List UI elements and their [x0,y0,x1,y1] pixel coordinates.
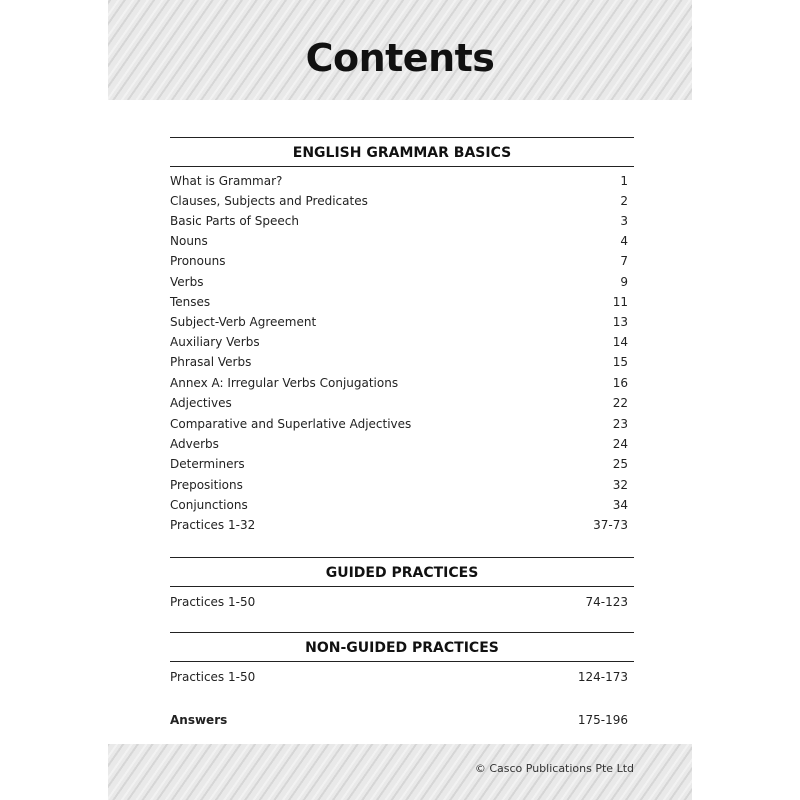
toc-entry-label: Subject-Verb Agreement [170,315,317,329]
toc-entry-label: Nouns [170,234,208,248]
toc-entry-label: Auxiliary Verbs [170,335,260,349]
toc-entry [170,475,628,495]
toc-entry [170,515,628,535]
toc-entry-page: 11 [612,295,628,309]
toc-entry [170,171,628,191]
toc-entry-page: 4 [620,234,628,248]
toc-entry [170,667,628,687]
toc-entry-label: Verbs [170,275,204,289]
toc-entry-label: Clauses, Subjects and Predicates [170,194,368,208]
toc-entry-page: 15 [612,355,628,369]
toc-entry-label: Basic Parts of Speech [170,214,299,228]
toc-entry-label: Pronouns [170,254,226,268]
toc-entry [170,352,628,372]
toc-entry-page: 9 [620,275,628,289]
toc-entry [170,272,628,292]
toc-entry-label: Practices 1-50 [170,595,256,609]
toc-entry-page: 22 [612,396,628,410]
toc-entry-page: 2 [620,194,628,208]
toc-entry-page: 23 [612,417,628,431]
toc-entry-label: Adjectives [170,396,232,410]
toc-entry-label: Practices 1-32 [170,518,256,532]
toc-entry [170,332,628,352]
section-heading: GUIDED PRACTICES [325,565,479,581]
toc-entry-page: 24 [612,437,628,451]
toc-entry-page: 74-123 [585,595,628,609]
toc-entry-page: 3 [620,214,628,228]
toc-entry-page: 16 [612,376,628,390]
toc-entry [170,414,628,434]
toc-entry-page: 25 [612,457,628,471]
toc-entry-label: Conjunctions [170,498,248,512]
toc-entry [170,495,628,515]
toc-entry [170,592,628,612]
toc-entry-label: Comparative and Superlative Adjectives [170,417,412,431]
toc-entry-label: Tenses [170,295,211,309]
toc-entry-page: 32 [612,478,628,492]
section-top-rule [170,137,634,138]
answers-label: Answers [170,713,228,727]
section-bottom-rule [170,586,634,587]
toc-entry [170,393,628,413]
toc-entry [170,251,628,271]
toc-entry-page: 14 [612,335,628,349]
toc-entry-label: Determiners [170,457,245,471]
toc-entry [170,312,628,332]
toc-entry-label: Phrasal Verbs [170,355,252,369]
toc-entry-page: 7 [620,254,628,268]
answers-entry [170,710,628,730]
section-heading: ENGLISH GRAMMAR BASICS [292,145,512,161]
section-top-rule [170,557,634,558]
toc-entry [170,191,628,211]
toc-entry-label: Adverbs [170,437,219,451]
toc-entry [170,434,628,454]
toc-entry [170,231,628,251]
answers-page: 175-196 [577,713,628,727]
section-bottom-rule [170,661,634,662]
toc-entry [170,454,628,474]
toc-entry-label: Prepositions [170,478,243,492]
toc-entry-page: 124-173 [577,670,628,684]
section-top-rule [170,632,634,633]
toc-entry [170,373,628,393]
toc-entry-label: Annex A: Irregular Verbs Conjugations [170,376,399,390]
section-heading: NON-GUIDED PRACTICES [305,640,499,656]
section-bottom-rule [170,166,634,167]
toc-entry-page: 34 [612,498,628,512]
toc-entry-page: 37-73 [593,518,628,532]
page-title: Contents [305,36,495,80]
toc-entry-page: 13 [612,315,628,329]
toc-entry-label: What is Grammar? [170,174,283,188]
toc-entry [170,292,628,312]
toc-entry-label: Practices 1-50 [170,670,256,684]
copyright-notice: © Casco Publications Pte Ltd [474,762,634,775]
toc-entry [170,211,628,231]
toc-entry-page: 1 [620,174,628,188]
